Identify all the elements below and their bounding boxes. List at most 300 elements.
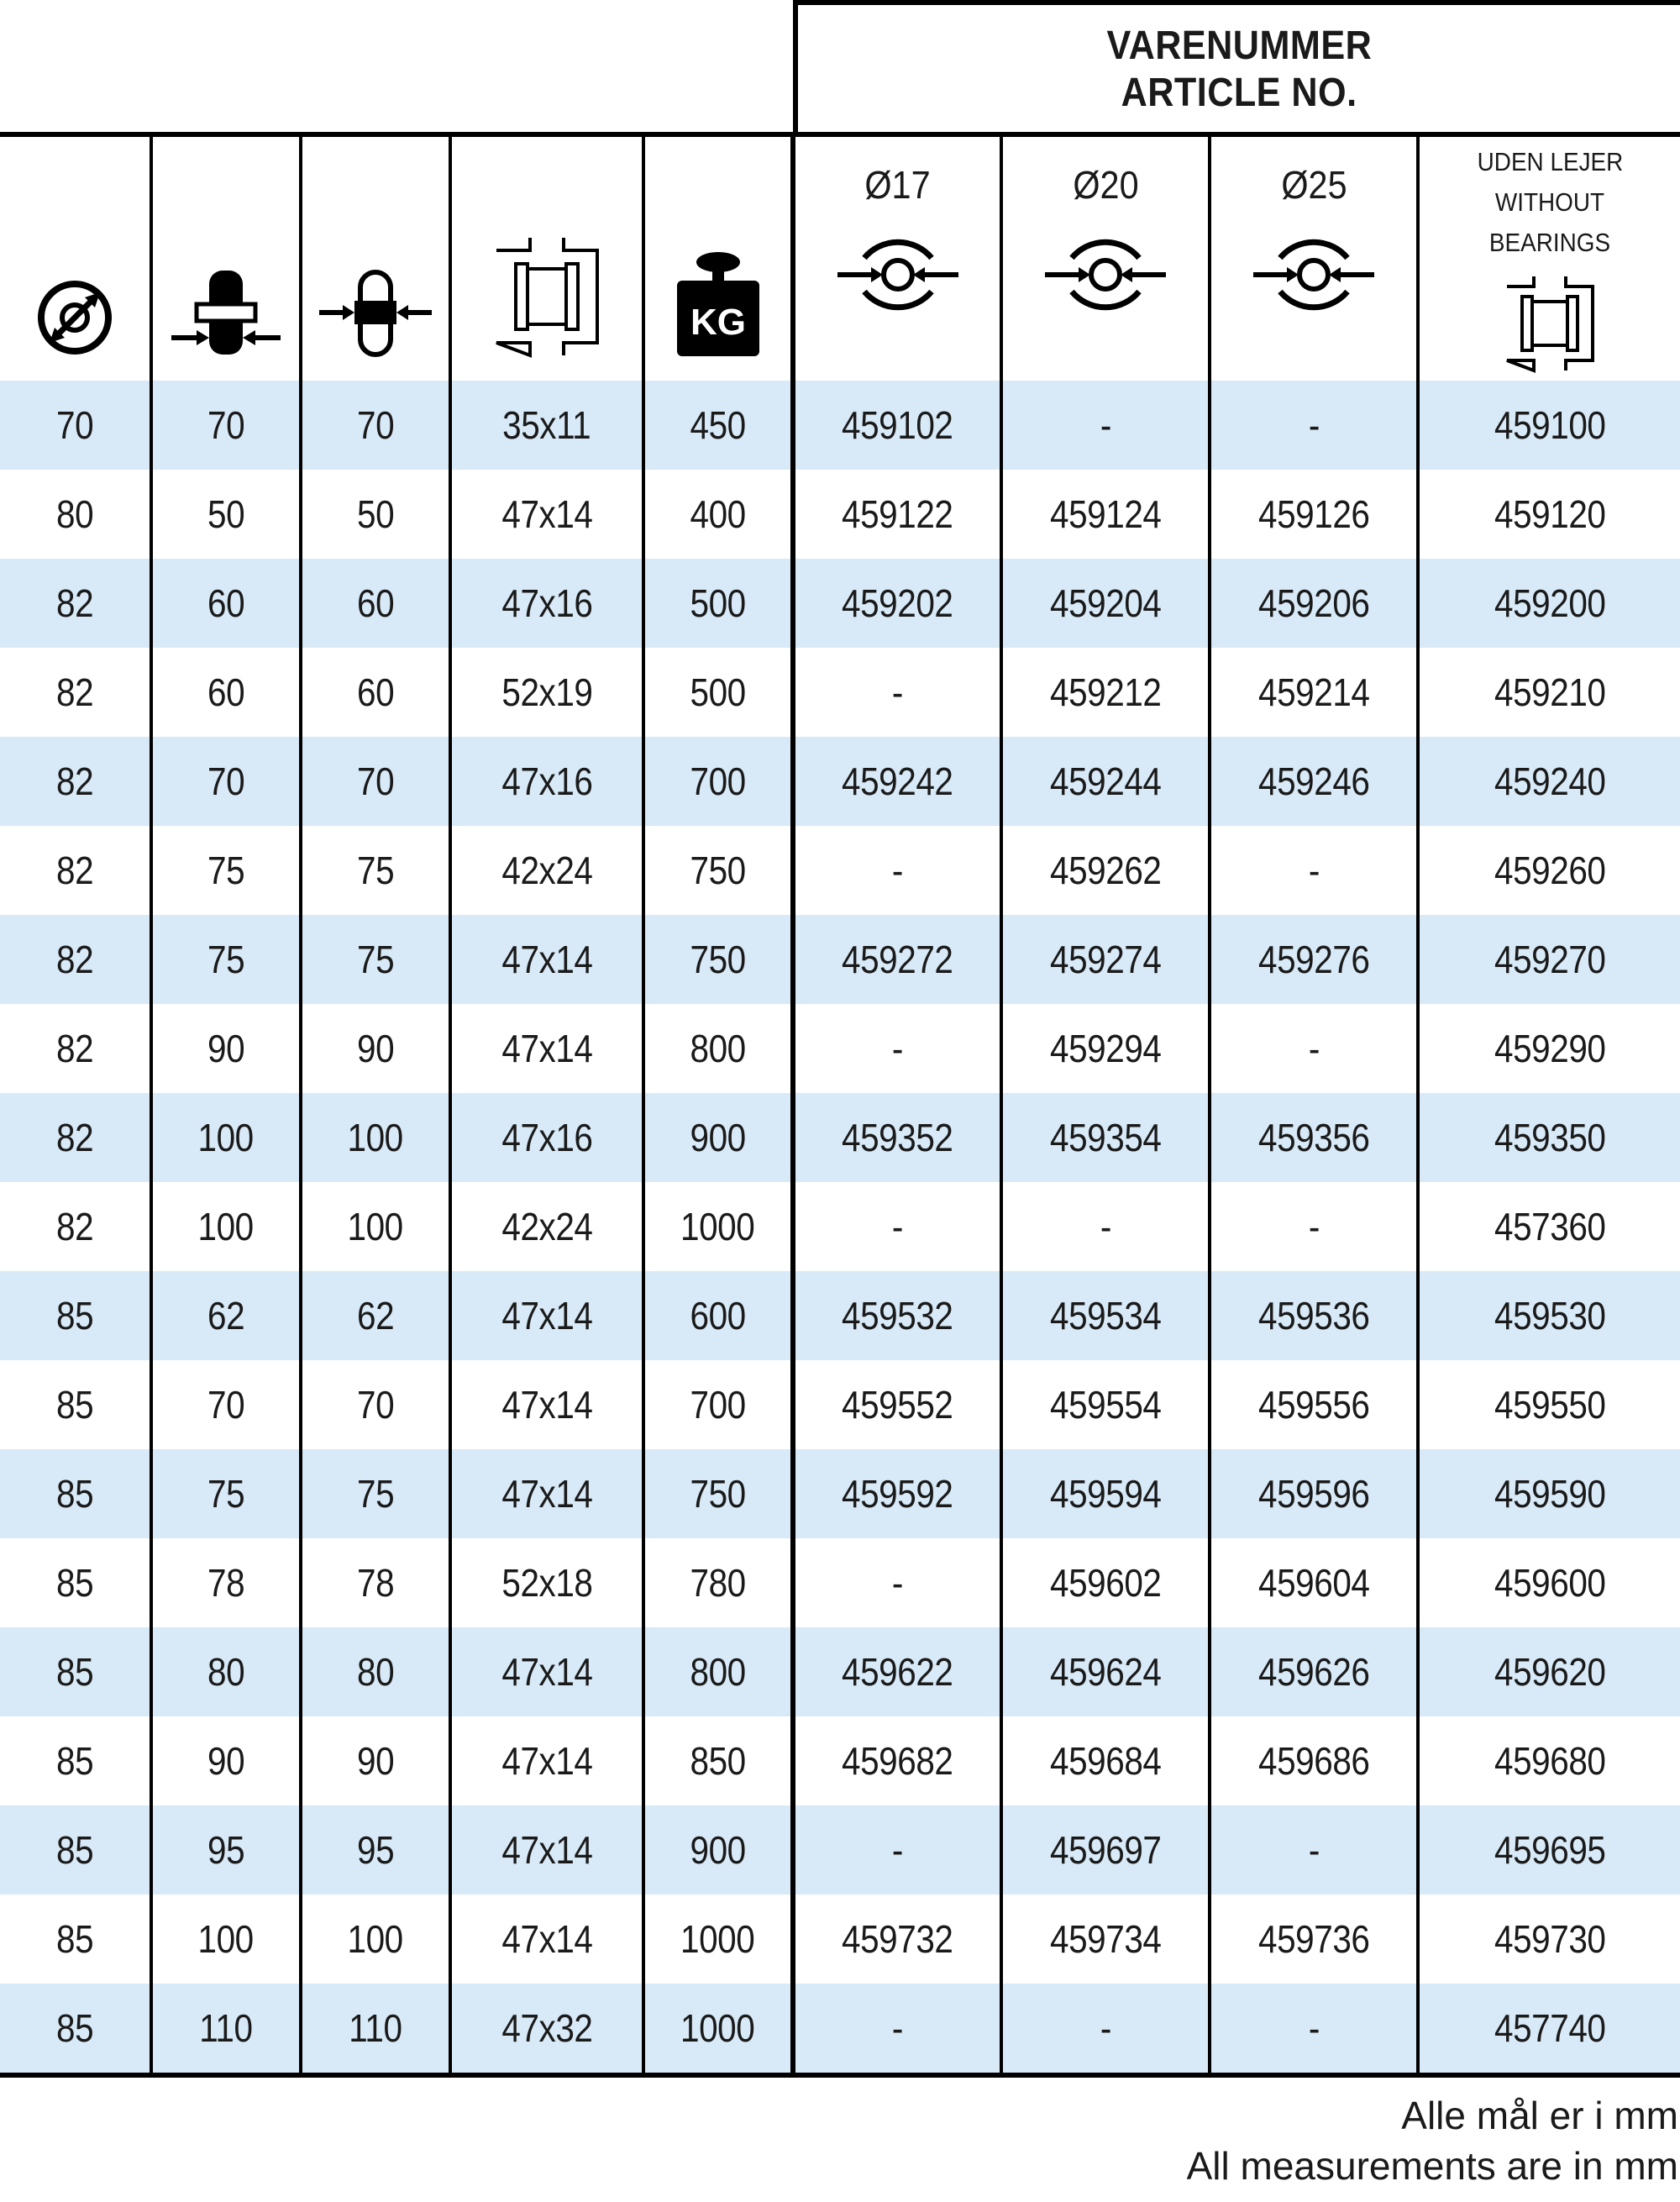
bearing-size-icon (492, 234, 601, 360)
cell-value: 459126 (1257, 492, 1370, 536)
cell-value: 100 (347, 1205, 404, 1248)
cell-value: 459732 (842, 1917, 953, 1961)
cell-article-o17 (793, 559, 1001, 648)
cell-value: 459240 (1494, 759, 1606, 803)
cell-article-no-bearing (1418, 1449, 1680, 1538)
cell-article-no-bearing (1418, 559, 1680, 648)
cell-value: 459120 (1494, 492, 1606, 536)
cell-value: 459290 (1494, 1027, 1606, 1070)
cell-article-o17 (793, 1716, 1001, 1805)
cell-hub-width (301, 1271, 450, 1360)
table-row (0, 737, 1680, 826)
cell-value: 459206 (1257, 581, 1370, 625)
cell-value: 70 (207, 1383, 245, 1427)
cell-article-o17 (793, 1984, 1001, 2075)
cell-article-o20 (1001, 737, 1210, 826)
cell-diameter (0, 1093, 151, 1182)
cell-bearing (450, 1004, 643, 1093)
cell-value: 47x14 (501, 1828, 593, 1872)
cell-value: 459682 (842, 1739, 953, 1783)
cell-value: 90 (207, 1027, 245, 1070)
cell-value: 52x18 (501, 1561, 593, 1605)
cell-value: 80 (356, 1650, 395, 1694)
cell-value: 459100 (1494, 403, 1606, 447)
cell-value: - (891, 2006, 904, 2050)
cell-article-o20 (1001, 1984, 1210, 2075)
cell-value: 459294 (1049, 1027, 1162, 1070)
cell-article-o20 (1001, 470, 1210, 559)
cell-value: 500 (690, 581, 746, 625)
cell-value: 78 (356, 1561, 395, 1605)
no-bearing-hub-icon (1504, 273, 1596, 374)
table-row (0, 1716, 1680, 1805)
cell-value: - (1308, 1027, 1320, 1070)
cell-hub-width (301, 737, 450, 826)
cell-wheel-width (151, 915, 301, 1004)
cell-value: 50 (207, 492, 245, 536)
cell-load (643, 1895, 793, 1984)
load-icon-text: KG (690, 302, 746, 343)
cell-value: 82 (55, 1027, 94, 1070)
cell-bearing (450, 648, 643, 737)
cell-load (643, 915, 793, 1004)
cell-value: 1000 (680, 1205, 755, 1248)
cell-article-o17 (793, 1627, 1001, 1716)
cell-value: 85 (55, 1828, 94, 1872)
cell-hub-width (301, 559, 450, 648)
cell-wheel-width (151, 559, 301, 648)
cell-wheel-width (151, 1449, 301, 1538)
table-row (0, 1805, 1680, 1895)
cell-value: 459552 (842, 1383, 953, 1427)
cell-article-o20 (1001, 1627, 1210, 1716)
axle-bore-icon (1038, 224, 1173, 325)
cell-bearing (450, 826, 643, 915)
cell-article-o25 (1210, 1984, 1418, 2075)
cell-value: 75 (207, 849, 245, 892)
cell-article-no-bearing (1418, 1271, 1680, 1360)
cell-bearing (450, 470, 643, 559)
cell-value: 62 (356, 1294, 395, 1337)
cell-value: 85 (55, 1739, 94, 1783)
cell-value: 459622 (842, 1650, 953, 1694)
cell-hub-width (301, 1360, 450, 1449)
cell-load (643, 1271, 793, 1360)
cell-bearing (450, 1538, 643, 1627)
cell-article-no-bearing (1418, 1360, 1680, 1449)
cell-wheel-width (151, 1004, 301, 1093)
cell-article-o25 (1210, 470, 1418, 559)
cell-hub-width (301, 1538, 450, 1627)
cell-article-o25 (1210, 1895, 1418, 1984)
article-number-header (793, 0, 1680, 134)
cell-value: 459122 (842, 492, 953, 536)
cell-value: 459270 (1494, 938, 1606, 981)
table-row (0, 915, 1680, 1004)
cell-value: 850 (690, 1739, 746, 1783)
cell-wheel-width (151, 1182, 301, 1271)
col-axle-17 (793, 134, 1001, 381)
cell-article-o17 (793, 1093, 1001, 1182)
cell-value: 457360 (1494, 1205, 1606, 1248)
cell-diameter (0, 1895, 151, 1984)
cell-diameter (0, 1271, 151, 1360)
cell-diameter (0, 1716, 151, 1805)
cell-value: - (1100, 403, 1111, 447)
cell-diameter (0, 381, 151, 470)
cell-article-no-bearing (1418, 1538, 1680, 1627)
cell-value: 75 (207, 1472, 245, 1516)
cell-value: - (1100, 2006, 1111, 2050)
cell-value: 50 (356, 492, 395, 536)
cell-article-o25 (1210, 737, 1418, 826)
cell-hub-width (301, 1004, 450, 1093)
cell-value: 85 (55, 1383, 94, 1427)
cell-value: 459554 (1049, 1383, 1162, 1427)
cell-diameter (0, 470, 151, 559)
measurement-note-danish: Alle mål er i mm (1401, 2094, 1678, 2137)
cell-article-o20 (1001, 1004, 1210, 1093)
cell-value: 459550 (1494, 1383, 1606, 1427)
cell-article-o20 (1001, 1895, 1210, 1984)
cell-value: 85 (55, 1917, 94, 1961)
cell-article-o25 (1210, 1093, 1418, 1182)
cell-value: 82 (55, 1116, 94, 1159)
table-row (0, 559, 1680, 648)
cell-article-no-bearing (1418, 470, 1680, 559)
cell-article-o20 (1001, 1182, 1210, 1271)
cell-value: 47x14 (501, 1739, 593, 1783)
cell-value: 95 (207, 1828, 245, 1872)
cell-hub-width (301, 1716, 450, 1805)
cell-load (643, 381, 793, 470)
table-row (0, 1627, 1680, 1716)
cell-load (643, 1449, 793, 1538)
cell-value: 75 (356, 849, 395, 892)
cell-value: - (891, 849, 904, 892)
cell-bearing (450, 737, 643, 826)
cell-value: 459260 (1494, 849, 1606, 892)
cell-value: 459124 (1049, 492, 1162, 536)
col-axle-25 (1210, 134, 1418, 381)
cell-hub-width (301, 915, 450, 1004)
cell-value: 459697 (1049, 1828, 1162, 1872)
table-header-row (0, 134, 1680, 381)
cell-value: 95 (356, 1828, 395, 1872)
cell-article-no-bearing (1418, 381, 1680, 470)
cell-article-no-bearing (1418, 826, 1680, 915)
cell-wheel-width (151, 1895, 301, 1984)
cell-value: 82 (55, 759, 94, 803)
cell-diameter (0, 915, 151, 1004)
cell-load (643, 1538, 793, 1627)
cell-value: 750 (690, 1472, 746, 1516)
cell-wheel-width (151, 1627, 301, 1716)
no-bearing-label-english: WITHOUT BEARINGS (1488, 187, 1611, 257)
cell-article-o17 (793, 915, 1001, 1004)
cell-bearing (450, 1360, 643, 1449)
cell-value: 459530 (1494, 1294, 1606, 1337)
table-row (0, 470, 1680, 559)
no-bearing-label-danish: UDEN LEJER (1477, 147, 1623, 176)
cell-value: 47x16 (501, 581, 593, 625)
cell-value: 110 (349, 2006, 402, 2050)
cell-value: 85 (55, 1561, 94, 1605)
table-row (0, 1271, 1680, 1360)
cell-value: 110 (199, 2006, 253, 2050)
cell-bearing (450, 1093, 643, 1182)
cell-value: - (1308, 1828, 1320, 1872)
cell-article-o25 (1210, 1360, 1418, 1449)
cell-bearing (450, 1895, 643, 1984)
cell-bearing (450, 1805, 643, 1895)
cell-value: 459594 (1049, 1472, 1162, 1516)
cell-value: 900 (690, 1116, 746, 1159)
cell-value: 800 (690, 1027, 746, 1070)
cell-hub-width (301, 648, 450, 737)
cell-value: 400 (690, 492, 746, 536)
cell-value: 459590 (1494, 1472, 1606, 1516)
cell-value: 75 (356, 938, 395, 981)
cell-article-o25 (1210, 559, 1418, 648)
cell-diameter (0, 559, 151, 648)
cell-article-o25 (1210, 381, 1418, 470)
axle-bore-icon (1247, 224, 1381, 325)
cell-bearing (450, 381, 643, 470)
cell-article-o20 (1001, 1805, 1210, 1895)
cell-value: 459680 (1494, 1739, 1606, 1783)
cell-load (643, 1004, 793, 1093)
cell-value: 459534 (1049, 1294, 1162, 1337)
cell-load (643, 1627, 793, 1716)
cell-wheel-width (151, 737, 301, 826)
cell-wheel-width (151, 826, 301, 915)
table-row (0, 1360, 1680, 1449)
cell-value: 82 (55, 581, 94, 625)
cell-wheel-width (151, 1538, 301, 1627)
cell-article-no-bearing (1418, 1004, 1680, 1093)
cell-value: 47x16 (501, 759, 593, 803)
table-row (0, 1538, 1680, 1627)
cell-value: 47x32 (501, 2006, 593, 2050)
cell-hub-width (301, 1093, 450, 1182)
article-header-danish: VARENUMMER (1106, 24, 1372, 68)
cell-value: 90 (356, 1027, 395, 1070)
cell-value: 70 (356, 759, 395, 803)
cell-value: 459102 (842, 403, 953, 447)
cell-value: 459626 (1257, 1650, 1370, 1694)
cell-value: 459604 (1257, 1561, 1370, 1605)
cell-hub-width (301, 1182, 450, 1271)
axle-25-label: Ø25 (1280, 163, 1347, 207)
cell-value: 459356 (1257, 1116, 1370, 1159)
cell-wheel-width (151, 1093, 301, 1182)
cell-value: 82 (55, 849, 94, 892)
cell-value: 47x14 (501, 492, 593, 536)
cell-article-no-bearing (1418, 1895, 1680, 1984)
cell-article-o17 (793, 737, 1001, 826)
cell-value: 62 (207, 1294, 245, 1337)
cell-value: 450 (690, 403, 746, 447)
cell-diameter (0, 648, 151, 737)
cell-value: 70 (356, 403, 395, 447)
col-hub-width (301, 134, 450, 381)
col-axle-20 (1001, 134, 1210, 381)
cell-value: 85 (55, 1294, 94, 1337)
cell-hub-width (301, 826, 450, 915)
col-diameter (0, 134, 151, 381)
cell-value: - (1308, 403, 1320, 447)
cell-value: 750 (690, 849, 746, 892)
table-row (0, 648, 1680, 737)
cell-article-o25 (1210, 1449, 1418, 1538)
cell-wheel-width (151, 470, 301, 559)
cell-article-o25 (1210, 1538, 1418, 1627)
cell-value: 47x14 (501, 1917, 593, 1961)
wheel-diameter-icon (33, 276, 117, 360)
cell-article-o20 (1001, 1271, 1210, 1360)
cell-diameter (0, 826, 151, 915)
cell-value: 52x19 (501, 670, 593, 714)
cell-value: 459620 (1494, 1650, 1606, 1694)
cell-value: - (1100, 1205, 1111, 1248)
cell-article-no-bearing (1418, 1627, 1680, 1716)
table-body (0, 381, 1680, 2075)
wheel-width-icon (163, 267, 289, 360)
cell-wheel-width (151, 1271, 301, 1360)
cell-hub-width (301, 1627, 450, 1716)
cell-diameter (0, 1182, 151, 1271)
cell-article-no-bearing (1418, 737, 1680, 826)
cell-wheel-width (151, 1984, 301, 2075)
cell-value: 47x14 (501, 1294, 593, 1337)
cell-hub-width (301, 1449, 450, 1538)
cell-wheel-width (151, 1716, 301, 1805)
cell-value: 1000 (680, 2006, 755, 2050)
cell-diameter (0, 1360, 151, 1449)
cell-article-o17 (793, 1449, 1001, 1538)
table-row (0, 1449, 1680, 1538)
cell-value: 78 (207, 1561, 245, 1605)
cell-load (643, 1360, 793, 1449)
cell-value: 900 (690, 1828, 746, 1872)
cell-article-o20 (1001, 826, 1210, 915)
cell-value: 459200 (1494, 581, 1606, 625)
hub-width-icon (312, 267, 438, 360)
cell-load (643, 826, 793, 915)
cell-article-o25 (1210, 1627, 1418, 1716)
cell-article-o20 (1001, 1716, 1210, 1805)
cell-article-o25 (1210, 1271, 1418, 1360)
cell-hub-width (301, 381, 450, 470)
cell-value: - (891, 1561, 904, 1605)
cell-value: 459695 (1494, 1828, 1606, 1872)
cell-article-o25 (1210, 915, 1418, 1004)
cell-value: 85 (55, 1472, 94, 1516)
cell-value: - (891, 1828, 904, 1872)
cell-value: 459624 (1049, 1650, 1162, 1694)
measurement-note-english: All measurements are in mm (1186, 2144, 1678, 2188)
cell-article-no-bearing (1418, 1805, 1680, 1895)
cell-value: - (1308, 849, 1320, 892)
cell-wheel-width (151, 1360, 301, 1449)
cell-value: 60 (356, 670, 395, 714)
cell-value: 700 (690, 1383, 746, 1427)
cell-load (643, 1093, 793, 1182)
cell-article-o25 (1210, 826, 1418, 915)
table-row (0, 826, 1680, 915)
cell-value: 750 (690, 938, 746, 981)
cell-article-no-bearing (1418, 1093, 1680, 1182)
cell-value: 47x14 (501, 938, 593, 981)
cell-value: 459592 (842, 1472, 953, 1516)
cell-load (643, 648, 793, 737)
cell-value: 75 (356, 1472, 395, 1516)
cell-value: 459686 (1257, 1739, 1370, 1783)
cell-article-o25 (1210, 1182, 1418, 1271)
cell-bearing (450, 915, 643, 1004)
table-row (0, 381, 1680, 470)
cell-value: 459600 (1494, 1561, 1606, 1605)
cell-value: 459602 (1049, 1561, 1162, 1605)
cell-diameter (0, 1805, 151, 1895)
cell-value: 500 (690, 670, 746, 714)
col-load (643, 134, 793, 381)
cell-value: 459736 (1257, 1917, 1370, 1961)
cell-diameter (0, 1984, 151, 2075)
cell-value: - (1308, 2006, 1320, 2050)
axle-17-label: Ø17 (864, 163, 931, 207)
cell-wheel-width (151, 381, 301, 470)
cell-value: 100 (347, 1116, 404, 1159)
cell-value: 1000 (680, 1917, 755, 1961)
cell-value: 85 (55, 1650, 94, 1694)
cell-bearing (450, 1627, 643, 1716)
cell-hub-width (301, 1895, 450, 1984)
cell-bearing (450, 1182, 643, 1271)
cell-diameter (0, 737, 151, 826)
cell-value: 459246 (1257, 759, 1370, 803)
cell-value: 459210 (1494, 670, 1606, 714)
cell-article-o17 (793, 470, 1001, 559)
cell-value: 600 (690, 1294, 746, 1337)
cell-value: 459244 (1049, 759, 1162, 803)
cell-value: 75 (207, 938, 245, 981)
cell-value: 35x11 (502, 403, 591, 447)
cell-value: 47x14 (501, 1383, 593, 1427)
cell-value: 47x14 (501, 1650, 593, 1694)
cell-diameter (0, 1538, 151, 1627)
cell-article-o20 (1001, 648, 1210, 737)
cell-article-no-bearing (1418, 648, 1680, 737)
cell-value: 459274 (1049, 938, 1162, 981)
cell-value: 100 (347, 1917, 404, 1961)
cell-value: 90 (207, 1739, 245, 1783)
cell-wheel-width (151, 1805, 301, 1895)
cell-value: 100 (197, 1116, 255, 1159)
cell-value: 82 (55, 938, 94, 981)
cell-value: 459204 (1049, 581, 1162, 625)
table-row (0, 1895, 1680, 1984)
axle-20-label: Ø20 (1072, 163, 1139, 207)
cell-value: 459730 (1494, 1917, 1606, 1961)
cell-load (643, 470, 793, 559)
cell-article-o17 (793, 1182, 1001, 1271)
cell-bearing (450, 1984, 643, 2075)
cell-diameter (0, 1627, 151, 1716)
cell-load (643, 1984, 793, 2075)
product-table (0, 132, 1680, 2078)
